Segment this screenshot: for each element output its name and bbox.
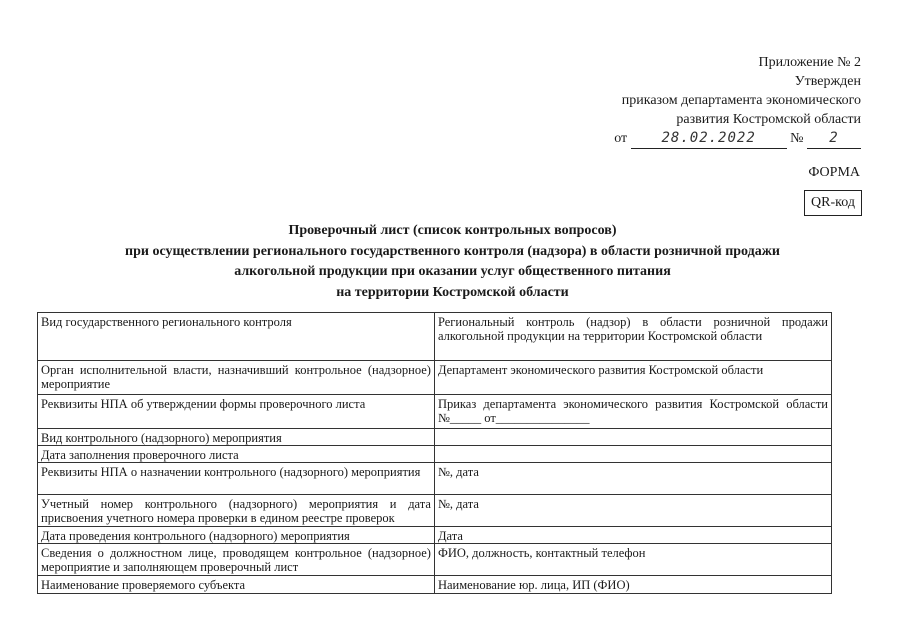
- table-row: [38, 544, 832, 576]
- table-row: [38, 446, 832, 463]
- table-row: [38, 495, 832, 527]
- table-row: [38, 395, 832, 429]
- row-label: Сведения о должностном лице, проводящем контрольное (надзорное) мероприятие и заполняющем проверочный лист: [38, 544, 435, 576]
- row-label: Дата заполнения проверочного листа: [38, 446, 435, 463]
- row-value: №, дата: [434, 463, 831, 495]
- qr-code-box: QR-код: [804, 190, 862, 216]
- row-value: Региональный контроль (надзор) в области розничной продажи алкогольной продукции на территории Костромской области: [434, 313, 831, 361]
- table-row: [38, 313, 832, 361]
- form-label: ФОРМА: [808, 165, 860, 180]
- checklist-table: [37, 312, 832, 594]
- row-label: Вид контрольного (надзорного) мероприятия: [38, 429, 435, 446]
- row-label: Учетный номер контрольного (надзорного) мероприятия и дата присвоения учетного номера проверки в едином реестре проверок: [38, 495, 435, 527]
- appendix-number: Приложение № 2: [758, 55, 861, 70]
- order-line-2: развития Костромской области: [676, 112, 861, 127]
- table-row: [38, 429, 832, 446]
- document-title: [0, 221, 905, 303]
- row-value: [434, 429, 831, 446]
- table-row: [38, 576, 832, 594]
- row-label: Вид государственного регионального контроля: [38, 313, 435, 361]
- title-line-3: алкогольной продукции при оказании услуг общественного питания: [234, 264, 671, 279]
- order-date-handwritten: 28.02.2022: [631, 129, 787, 149]
- title-line-4: на территории Костромской области: [336, 284, 569, 300]
- order-line-1: приказом департамента экономического: [621, 93, 861, 108]
- table-row: [38, 463, 832, 495]
- row-value: ФИО, должность, контактный телефон: [434, 544, 831, 576]
- table-row: [38, 527, 832, 544]
- table-row: [38, 361, 832, 395]
- row-value: Приказ департамента экономического развития Костромской области №_____ от_______________: [434, 395, 831, 429]
- row-label: Орган исполнительной власти, назначивший контрольное (надзорное) мероприятие: [38, 361, 435, 395]
- row-label: Наименование проверяемого субъекта: [38, 576, 435, 594]
- from-label: от: [614, 131, 628, 146]
- row-value: Наименование юр. лица, ИП (ФИО): [434, 576, 831, 594]
- row-label: Реквизиты НПА об утверждении формы проверочного листа: [38, 395, 435, 429]
- number-label: №: [790, 131, 804, 146]
- row-value: [434, 446, 831, 463]
- row-label: Реквизиты НПА о назначении контрольного (надзорного) мероприятия: [38, 463, 435, 495]
- row-value: Дата: [434, 527, 831, 544]
- row-label: Дата проведения контрольного (надзорного) мероприятия: [38, 527, 435, 544]
- approved-label: Утвержден: [794, 74, 861, 89]
- row-value: Департамент экономического развития Костромской области: [434, 361, 831, 395]
- approval-block: [614, 53, 861, 149]
- row-value: №, дата: [434, 495, 831, 527]
- title-line-1: Проверочный лист (список контрольных вопросов): [288, 223, 617, 238]
- order-number-handwritten: 2: [807, 129, 861, 149]
- order-date-number-line: [614, 129, 861, 149]
- title-line-2: при осуществлении регионального государственного контроля (надзора) в области розничной продажи: [125, 243, 780, 259]
